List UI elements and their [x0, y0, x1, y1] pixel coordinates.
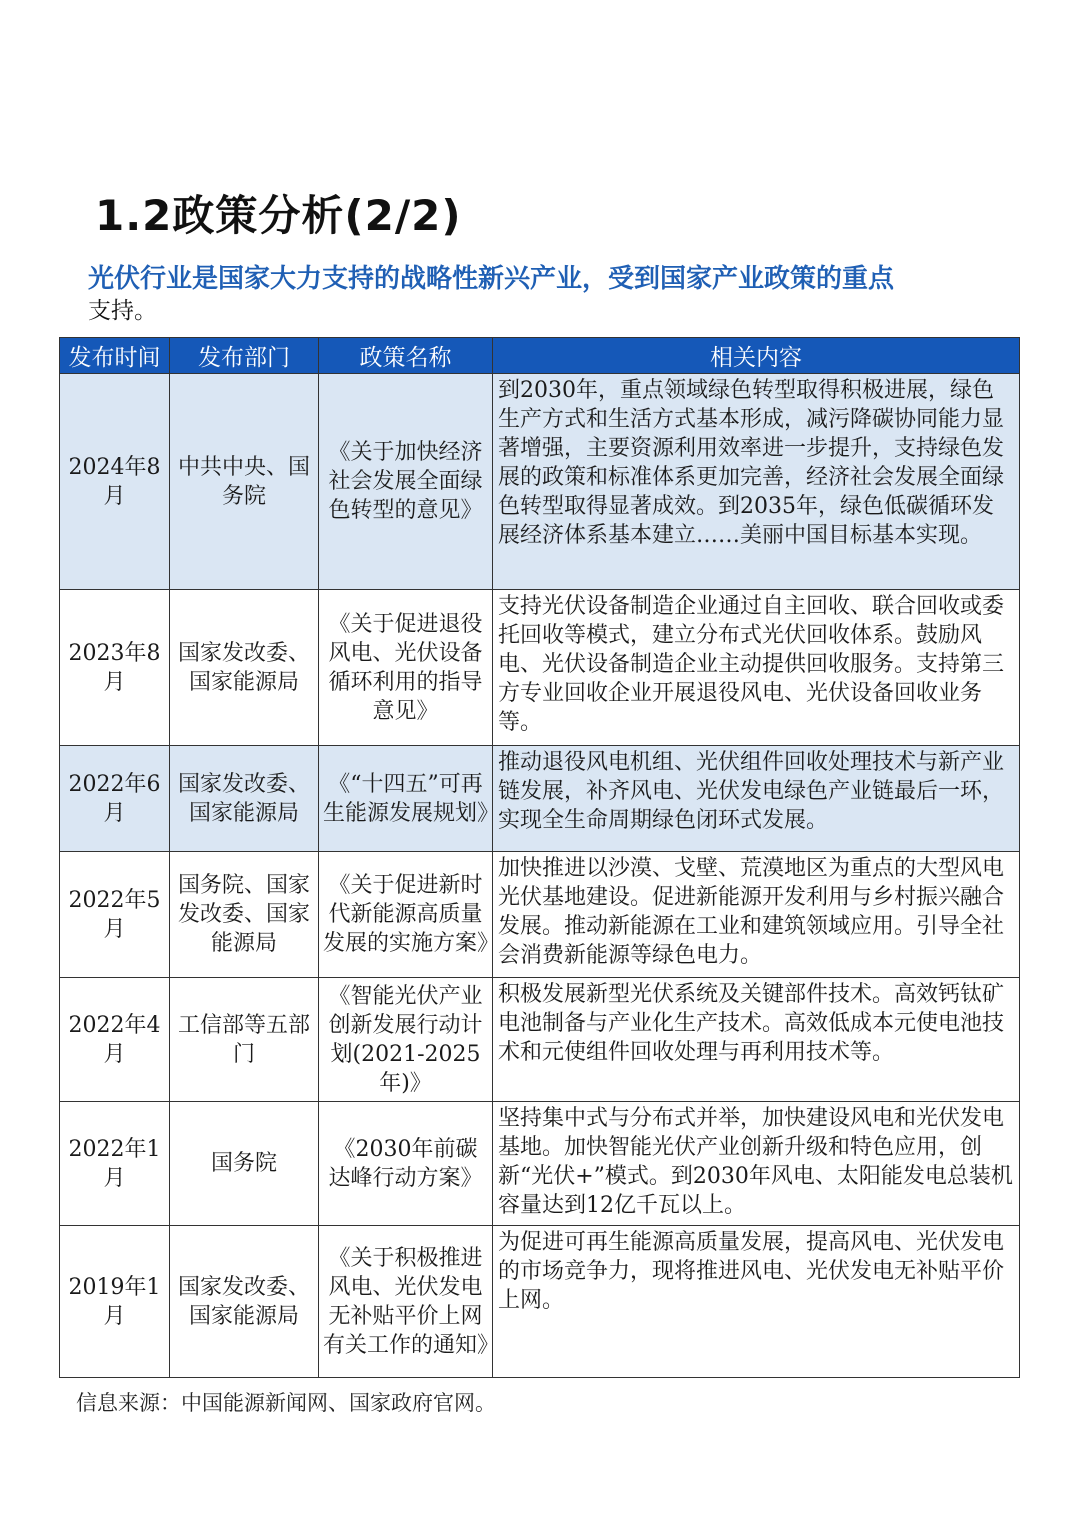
cell-date: 2022年6月 [60, 746, 170, 852]
cell-date: 2022年1月 [60, 1102, 170, 1226]
cell-policy-name: 《2030年前碳达峰行动方案》 [319, 1102, 493, 1226]
cell-policy-name: 《关于积极推进风电、光伏发电无补贴平价上网有关工作的通知》 [319, 1226, 493, 1378]
header-date: 发布时间 [60, 338, 170, 374]
cell-department: 国家发改委、国家能源局 [170, 746, 319, 852]
table-row [60, 590, 1020, 746]
page-subtitle [88, 262, 1028, 326]
cell-department: 工信部等五部门 [170, 978, 319, 1102]
cell-date: 2024年8月 [60, 374, 170, 590]
table-row [60, 978, 1020, 1102]
header-policy-name: 政策名称 [319, 338, 493, 374]
subtitle-lead: 光伏行业是国家大力支持的战略性新兴产业，受到国家产业政策的重点 [88, 264, 895, 294]
policy-table [59, 337, 1020, 1378]
cell-content: 为促进可再生能源高质量发展，提高风电、光伏发电的市场竞争力，现将推进风电、光伏发电无补贴平价上网。 [493, 1226, 1020, 1378]
cell-department: 国务院、国家发改委、国家能源局 [170, 852, 319, 978]
table-header-row [60, 338, 1020, 374]
cell-policy-name: 《“十四五”可再生能源发展规划》 [319, 746, 493, 852]
cell-policy-name: 《关于促进新时代新能源高质量发展的实施方案》 [319, 852, 493, 978]
source-note: 信息来源：中国能源新闻网、国家政府官网。 [76, 1391, 496, 1415]
cell-department: 国家发改委、国家能源局 [170, 590, 319, 746]
header-department: 发布部门 [170, 338, 319, 374]
table-row [60, 746, 1020, 852]
cell-policy-name: 《关于促进退役风电、光伏设备循环利用的指导意见》 [319, 590, 493, 746]
cell-content: 到2030年，重点领域绿色转型取得积极进展，绿色生产方式和生活方式基本形成，减污降碳协同能力显著增强，主要资源利用效率进一步提升，支持绿色发展的政策和标准体系更加完善，经济社会发展全面绿色转型取得显著成效。到2035年，绿色低碳循环发展经济体系基本建立……美丽中国目标基本实现。 [493, 374, 1020, 590]
table-row [60, 852, 1020, 978]
cell-department: 国家发改委、国家能源局 [170, 1226, 319, 1378]
page-title: 1.2政策分析(2/2) [95, 191, 462, 240]
table-row [60, 1102, 1020, 1226]
cell-content: 加快推进以沙漠、戈壁、荒漠地区为重点的大型风电光伏基地建设。促进新能源开发利用与乡村振兴融合发展。推动新能源在工业和建筑领域应用。引导全社会消费新能源等绿色电力。 [493, 852, 1020, 978]
table-row [60, 1226, 1020, 1378]
subtitle-rest: 支持。 [88, 298, 157, 324]
cell-policy-name: 《关于加快经济社会发展全面绿色转型的意见》 [319, 374, 493, 590]
cell-content: 坚持集中式与分布式并举，加快建设风电和光伏发电基地。加快智能光伏产业创新升级和特色应用，创新“光伏+”模式。到2030年风电、太阳能发电总装机容量达到12亿千瓦以上。 [493, 1102, 1020, 1226]
cell-content: 积极发展新型光伏系统及关键部件技术。高效钙钛矿电池制备与产业化生产技术。高效低成本元使电池技术和元使组件回收处理与再利用技术等。 [493, 978, 1020, 1102]
cell-date: 2023年8月 [60, 590, 170, 746]
cell-content: 推动退役风电机组、光伏组件回收处理技术与新产业链发展，补齐风电、光伏发电绿色产业链最后一环，实现全生命周期绿色闭环式发展。 [493, 746, 1020, 852]
header-content: 相关内容 [493, 338, 1020, 374]
cell-department: 国务院 [170, 1102, 319, 1226]
cell-date: 2022年4月 [60, 978, 170, 1102]
cell-date: 2019年1月 [60, 1226, 170, 1378]
cell-content: 支持光伏设备制造企业通过自主回收、联合回收或委托回收等模式，建立分布式光伏回收体系。鼓励风电、光伏设备制造企业主动提供回收服务。支持第三方专业回收企业开展退役风电、光伏设备回收业务等。 [493, 590, 1020, 746]
cell-department: 中共中央、国务院 [170, 374, 319, 590]
cell-policy-name: 《智能光伏产业创新发展行动计划(2021-2025年)》 [319, 978, 493, 1102]
table-row [60, 374, 1020, 590]
cell-date: 2022年5月 [60, 852, 170, 978]
